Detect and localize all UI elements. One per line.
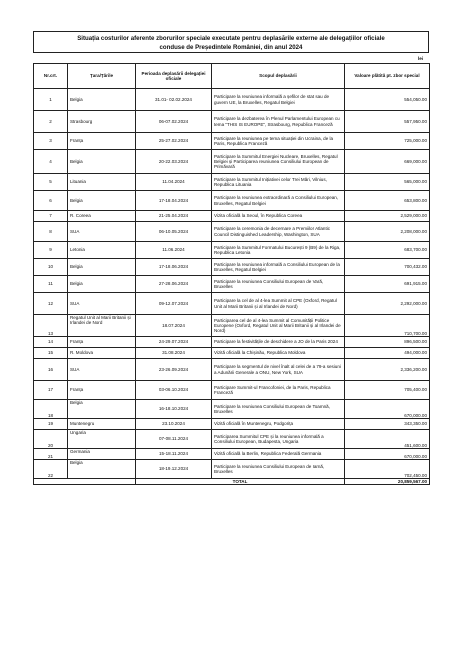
row-value: 691,915.00 bbox=[345, 276, 430, 293]
row-value: 725,000.00 bbox=[345, 133, 430, 150]
row-value: 557,950.00 bbox=[345, 111, 430, 133]
row-number: 7 bbox=[34, 211, 68, 222]
header-period: Perioada deplasării delegației oficiale bbox=[136, 64, 212, 89]
table-row bbox=[34, 111, 430, 133]
table-row bbox=[34, 337, 430, 348]
total-row bbox=[34, 479, 430, 485]
row-purpose: Participare la reuniunea informală a Consiliului European de la Bruxelles, Regatul Belgiei bbox=[212, 259, 345, 276]
row-number: 8 bbox=[34, 222, 68, 242]
row-value: 670,000.00 bbox=[345, 400, 430, 419]
total-label: TOTAL bbox=[136, 479, 345, 485]
row-number: 13 bbox=[34, 315, 68, 337]
row-number: 14 bbox=[34, 337, 68, 348]
row-period: 23-26.09.2024 bbox=[136, 359, 212, 381]
row-period: 15-18.11.2024 bbox=[136, 449, 212, 460]
row-period: 31.08.2024 bbox=[136, 348, 212, 359]
row-purpose: Participarea cel de al 4-lea Summit al Comunității Politice Europene (Oxford, Regatul Unit al Marii Britanii și al Irlandei de Nord) bbox=[212, 315, 345, 337]
row-country: Belgia bbox=[68, 150, 136, 174]
row-country: Franța bbox=[68, 133, 136, 150]
row-country: SUA bbox=[68, 222, 136, 242]
row-purpose: Participare la segmentul de nivel înalt al celei de a 79-a sesiuni a Adunării Generale a ONU, New York, SUA bbox=[212, 359, 345, 381]
row-country: Ungaria bbox=[68, 430, 136, 449]
table-row bbox=[34, 222, 430, 242]
row-value: 2,292,000.00 bbox=[345, 293, 430, 315]
row-period: 07-08.11.2024 bbox=[136, 430, 212, 449]
row-country: Belgia bbox=[68, 259, 136, 276]
row-country: Letonia bbox=[68, 242, 136, 259]
row-number: 15 bbox=[34, 348, 68, 359]
table-row bbox=[34, 174, 430, 191]
row-purpose: Participare la Summitul Formatului București 9 (B9) de la Riga, Republica Letonia bbox=[212, 242, 345, 259]
row-value: 565,000.00 bbox=[345, 174, 430, 191]
row-value: 554,050.00 bbox=[345, 89, 430, 111]
row-period: 21-25.04.2024 bbox=[136, 211, 212, 222]
row-period: 06-10.05.2024 bbox=[136, 222, 212, 242]
table-row bbox=[34, 381, 430, 400]
row-country: R. Moldova bbox=[68, 348, 136, 359]
row-period: 17-18.06.2024 bbox=[136, 259, 212, 276]
row-period: 11.06.2024 bbox=[136, 242, 212, 259]
table-row bbox=[34, 150, 430, 174]
table-row bbox=[34, 191, 430, 211]
row-value: 2,529,000.00 bbox=[345, 211, 430, 222]
row-period: 06-07.02.2024 bbox=[136, 111, 212, 133]
row-country: Regatul Unit al Marii Britanii și Irlandei de Nord bbox=[68, 315, 136, 337]
row-purpose: Participare la cel de al 4-lea Summit al CPE (Oxford, Regatul Unit al Marii Britanii și al Irlandei de Nord) bbox=[212, 293, 345, 315]
row-period: 09-12.07.2024 bbox=[136, 293, 212, 315]
row-country: Strasbourg bbox=[68, 111, 136, 133]
table-row bbox=[34, 293, 430, 315]
row-number: 6 bbox=[34, 191, 68, 211]
row-country: SUA bbox=[68, 359, 136, 381]
row-purpose: Participare la reuniunea Consiliului European de Vară, Bruxelles bbox=[212, 276, 345, 293]
row-purpose: Vizită oficială la Berlin, Republica Federală Germania bbox=[212, 449, 345, 460]
row-purpose: Participare la reuniunea Consiliului European de Toamnă, Bruxelles bbox=[212, 400, 345, 419]
table-row bbox=[34, 460, 430, 479]
row-period: 23.10.2024 bbox=[136, 419, 212, 430]
row-purpose: Participare la reuniunea informală a șefilor de stat sau de guvern UE, la Bruxelles, Regatul Belgiei bbox=[212, 89, 345, 111]
row-number: 9 bbox=[34, 242, 68, 259]
row-number: 17 bbox=[34, 381, 68, 400]
row-value: 896,500.00 bbox=[345, 337, 430, 348]
row-value: 653,800.00 bbox=[345, 191, 430, 211]
header-country: Țara/Țările bbox=[68, 64, 136, 89]
row-number: 10 bbox=[34, 259, 68, 276]
row-number: 4 bbox=[34, 150, 68, 174]
table-row bbox=[34, 242, 430, 259]
row-value: 670,000.00 bbox=[345, 449, 430, 460]
row-number: 12 bbox=[34, 293, 68, 315]
row-period: 11.04.2024 bbox=[136, 174, 212, 191]
row-period: 18.07.2024 bbox=[136, 315, 212, 337]
row-country: Lituania bbox=[68, 174, 136, 191]
row-purpose: Participarea Summitul CPE și la reuniunea informală a Consiliului European, Budapesta, Ungaria bbox=[212, 430, 345, 449]
row-value: 700,432.00 bbox=[345, 259, 430, 276]
row-purpose: Vizita oficială la Seoul, în Republica Coreea bbox=[212, 211, 345, 222]
row-period: 24-29.07.2024 bbox=[136, 337, 212, 348]
row-country: Belgia bbox=[68, 276, 136, 293]
row-number: 16 bbox=[34, 359, 68, 381]
row-period: 03-06.10.2024 bbox=[136, 381, 212, 400]
header-purpose: Scopul deplasării bbox=[212, 64, 345, 89]
header-value: Valoare plătită pt. zbor special bbox=[345, 64, 430, 89]
row-period: 25-27.02.2024 bbox=[136, 133, 212, 150]
row-period: 17-18.04.2024 bbox=[136, 191, 212, 211]
row-period: 31.01- 02.02.2024 bbox=[136, 89, 212, 111]
table-row bbox=[34, 400, 430, 419]
row-purpose: Vizită oficială în Muntenegru, Podgorița bbox=[212, 419, 345, 430]
row-purpose: Participare la reuniunea Consiliului European de Iarnă, Bruxelles bbox=[212, 460, 345, 479]
row-number: 11 bbox=[34, 276, 68, 293]
title-line-1: Situația costurilor aferente zborurilor speciale executate pentru deplasările externe ale delegațiilor oficiale bbox=[77, 35, 385, 42]
row-purpose: Participare la reuniunea pe tema situației din Ucraina, de la Paris, Republica Franceză bbox=[212, 133, 345, 150]
table-row bbox=[34, 348, 430, 359]
row-period: 18-19.12.2024 bbox=[136, 460, 212, 479]
row-number: 1 bbox=[34, 89, 68, 111]
row-period: 27-28.06.2024 bbox=[136, 276, 212, 293]
table-row bbox=[34, 449, 430, 460]
row-country: Germania bbox=[68, 449, 136, 460]
row-period: 16-18.10.2024 bbox=[136, 400, 212, 419]
table-row bbox=[34, 276, 430, 293]
currency-unit: lei bbox=[418, 56, 424, 61]
row-country: Belgia bbox=[68, 460, 136, 479]
row-value: 710,700.00 bbox=[345, 315, 430, 337]
table-row bbox=[34, 89, 430, 111]
row-value: 343,350.00 bbox=[345, 419, 430, 430]
row-purpose: Participare Summit-ul Francofoniei, de la Paris, Republica Franceză bbox=[212, 381, 345, 400]
row-period: 20-22.03.2024 bbox=[136, 150, 212, 174]
row-country: SUA bbox=[68, 293, 136, 315]
row-country: Belgia bbox=[68, 191, 136, 211]
total-value: 20,859,567.00 bbox=[345, 479, 430, 485]
table-row bbox=[34, 211, 430, 222]
row-country: R. Coreea bbox=[68, 211, 136, 222]
row-value: 2,336,200.00 bbox=[345, 359, 430, 381]
row-value: 2,208,000.00 bbox=[345, 222, 430, 242]
row-value: 702,450.00 bbox=[345, 460, 430, 479]
row-country: Muntenegru bbox=[68, 419, 136, 430]
costs-table bbox=[33, 63, 430, 485]
row-number: 18 bbox=[34, 400, 68, 419]
row-number: 20 bbox=[34, 430, 68, 449]
row-value: 683,700.00 bbox=[345, 242, 430, 259]
row-number: 3 bbox=[34, 133, 68, 150]
row-purpose: Participare la reuniunea extraordinară a Consiliului European, Bruxelles, Regatul Belgiei bbox=[212, 191, 345, 211]
row-purpose: Participare la dezbaterea în Plenul Parlamentului European cu tema "THIS IS EUROPE", Strasbourg, Republica Franceză bbox=[212, 111, 345, 133]
table-row bbox=[34, 315, 430, 337]
row-value: 669,000.00 bbox=[345, 150, 430, 174]
row-value: 705,400.00 bbox=[345, 381, 430, 400]
row-purpose: Participare la Summitul Inițiativei celor Trei Mări, Vilnius, Republica Lituania bbox=[212, 174, 345, 191]
row-value: 494,000.00 bbox=[345, 348, 430, 359]
row-purpose: Participare la festivitățile de deschidere a JO de la Paris 2024 bbox=[212, 337, 345, 348]
row-country: Belgia bbox=[68, 400, 136, 419]
row-number: 21 bbox=[34, 449, 68, 460]
row-purpose: Participare la ceremonia de decernare a Premiilor Atlantic Council Distinguished Leadership, Washington, SUA bbox=[212, 222, 345, 242]
row-purpose: Vizită oficială la Chișinău, Republica Moldova bbox=[212, 348, 345, 359]
table-row bbox=[34, 359, 430, 381]
row-number: 19 bbox=[34, 419, 68, 430]
document-title bbox=[33, 31, 429, 53]
table-row bbox=[34, 419, 430, 430]
row-value: 451,600.00 bbox=[345, 430, 430, 449]
table-row bbox=[34, 259, 430, 276]
row-number: 2 bbox=[34, 111, 68, 133]
header-nr: Nr.crt. bbox=[34, 64, 68, 89]
row-number: 5 bbox=[34, 174, 68, 191]
row-country: Franța bbox=[68, 337, 136, 348]
table-header-row bbox=[34, 64, 430, 89]
table-row bbox=[34, 430, 430, 449]
title-line-2: conduse de Președintele României, din anul 2024 bbox=[159, 44, 303, 51]
row-purpose: Participare la Summitul Energiei Nucleare, Bruxelles, Regatul Belgiei și Participarea reuniunea Consiliului European de Primăvară bbox=[212, 150, 345, 174]
row-country: Franța bbox=[68, 381, 136, 400]
row-number: 22 bbox=[34, 460, 68, 479]
row-country: Belgia bbox=[68, 89, 136, 111]
table-row bbox=[34, 133, 430, 150]
